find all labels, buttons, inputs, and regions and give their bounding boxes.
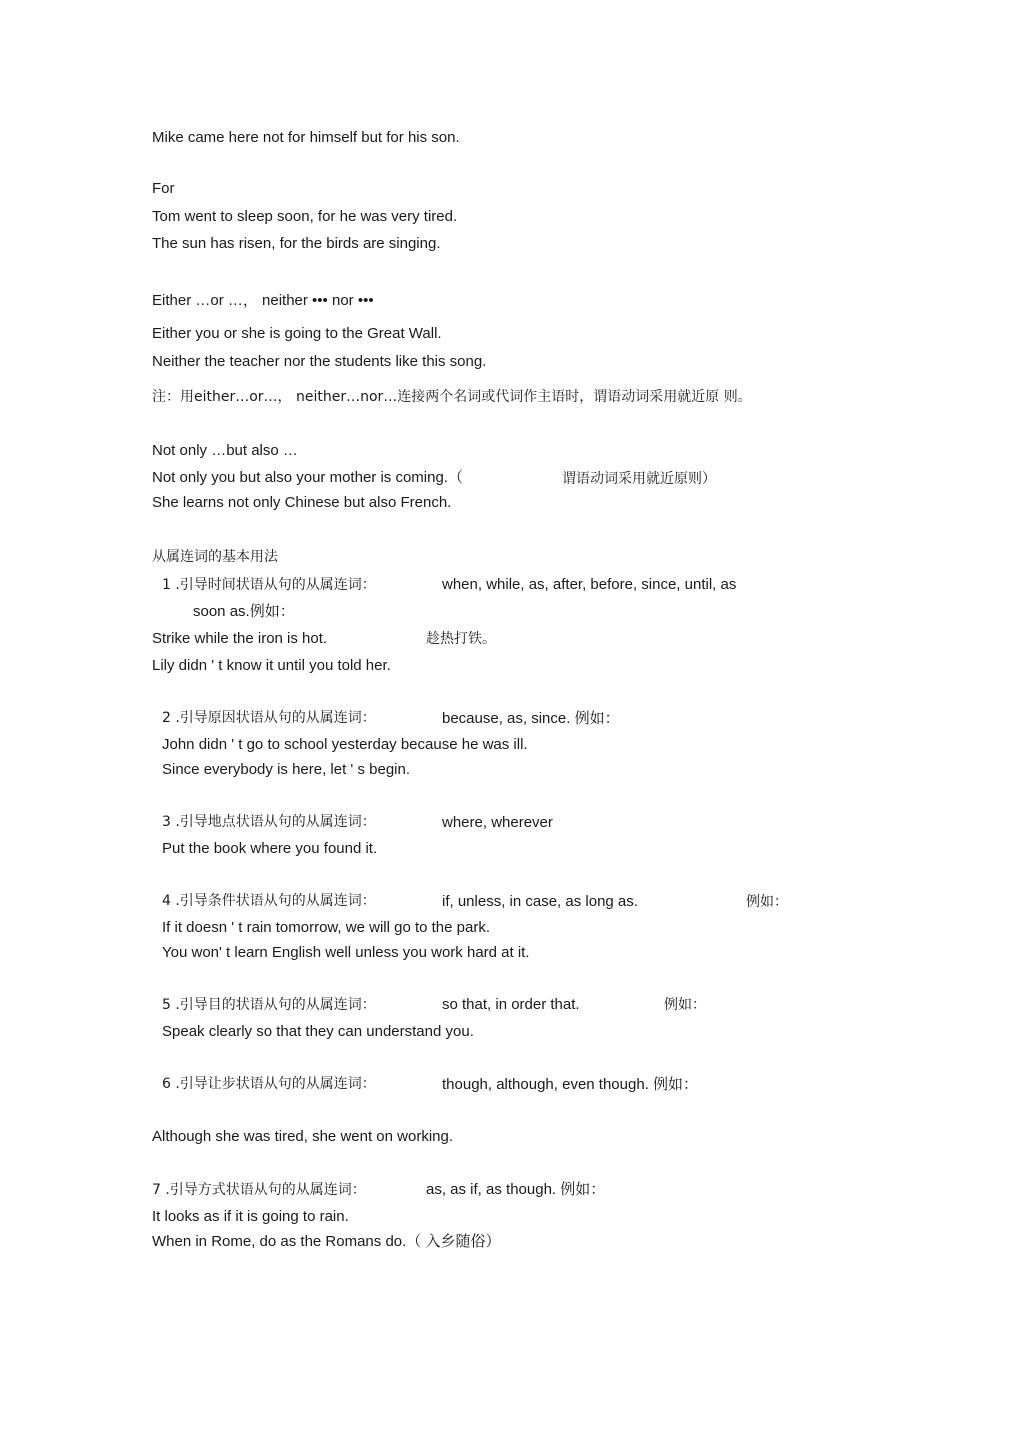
grammar-note: 谓语动词采用就近原则）: [562, 471, 716, 487]
example-sentence: Neither the teacher nor the students like this song.: [152, 353, 487, 370]
example-translation: 趁热打铁。: [426, 631, 496, 647]
example-sentence: Either you or she is going to the Great Wall.: [152, 325, 442, 342]
rule-label: 5 .引导目的状语从句的从属连词：: [162, 997, 376, 1013]
example-sentence: If it doesn ' t rain tomorrow, we will go to the park.: [162, 919, 491, 936]
example-sentence: Strike while the iron is hot.: [152, 630, 328, 647]
example-sentence: John didn ' t go to school yesterday because he was ill.: [162, 736, 528, 753]
rule-label: 4 .引导条件状语从句的从属连词：: [162, 893, 376, 909]
section-heading-not-only: Not only …but also …: [152, 442, 298, 459]
rule-label: 6 .引导让步状语从句的从属连词：: [162, 1076, 376, 1092]
example-sentence: Tom went to sleep soon, for he was very tired.: [152, 208, 458, 225]
conjunction-list-continued: soon as.例如：: [193, 603, 295, 620]
rule-label: 7 .引导方式状语从句的从属连词：: [152, 1182, 366, 1198]
rule-label: 3 .引导地点状语从句的从属连词：: [162, 814, 376, 830]
example-sentence: Put the book where you found it.: [162, 840, 378, 857]
grammar-note: 注：用either…or…， neither…nor…连接两个名词或代词作主语时，谓语动词采用就近原 则。: [152, 389, 752, 405]
example-sentence: You won' t learn English well unless you work hard at it.: [162, 944, 530, 961]
conjunction-list: as, as if, as though. 例如：: [426, 1181, 606, 1198]
example-sentence: When in Rome, do as the Romans do.（ 入乡随俗）: [152, 1233, 501, 1250]
example-sentence: Mike came here not for himself but for his son.: [152, 129, 460, 146]
example-sentence: The sun has risen, for the birds are singing.: [152, 235, 441, 252]
conjunction-list: because, as, since. 例如：: [442, 710, 620, 727]
example-sentence: Lily didn ' t know it until you told her.: [152, 657, 391, 674]
rule-label: 1 .引导时间状语从句的从属连词：: [162, 577, 376, 593]
example-sentence: Not only you but also your mother is coming.（: [152, 469, 463, 486]
example-sentence: Since everybody is here, let ' s begin.: [162, 761, 410, 778]
rule-label: 2 .引导原因状语从句的从属连词：: [162, 710, 376, 726]
example-tag: 例如：: [664, 997, 706, 1013]
section-title-subordinate: 从属连词的基本用法: [152, 549, 278, 565]
example-tag: 例如：: [746, 894, 788, 910]
example-sentence: It looks as if it is going to rain.: [152, 1208, 349, 1225]
conjunction-list: though, although, even though. 例如：: [442, 1076, 699, 1093]
example-sentence: Although she was tired, she went on working.: [152, 1128, 454, 1145]
conjunction-list: so that, in order that.: [442, 996, 580, 1013]
example-sentence: She learns not only Chinese but also French.: [152, 494, 452, 511]
section-heading-for: For: [152, 180, 175, 197]
section-heading-either: Either …or …， neither ••• nor •••: [152, 292, 374, 309]
conjunction-list: when, while, as, after, before, since, until, as: [442, 576, 737, 593]
example-sentence: Speak clearly so that they can understand you.: [162, 1023, 474, 1040]
conjunction-list: where, wherever: [442, 814, 553, 831]
conjunction-list: if, unless, in case, as long as.: [442, 893, 638, 910]
